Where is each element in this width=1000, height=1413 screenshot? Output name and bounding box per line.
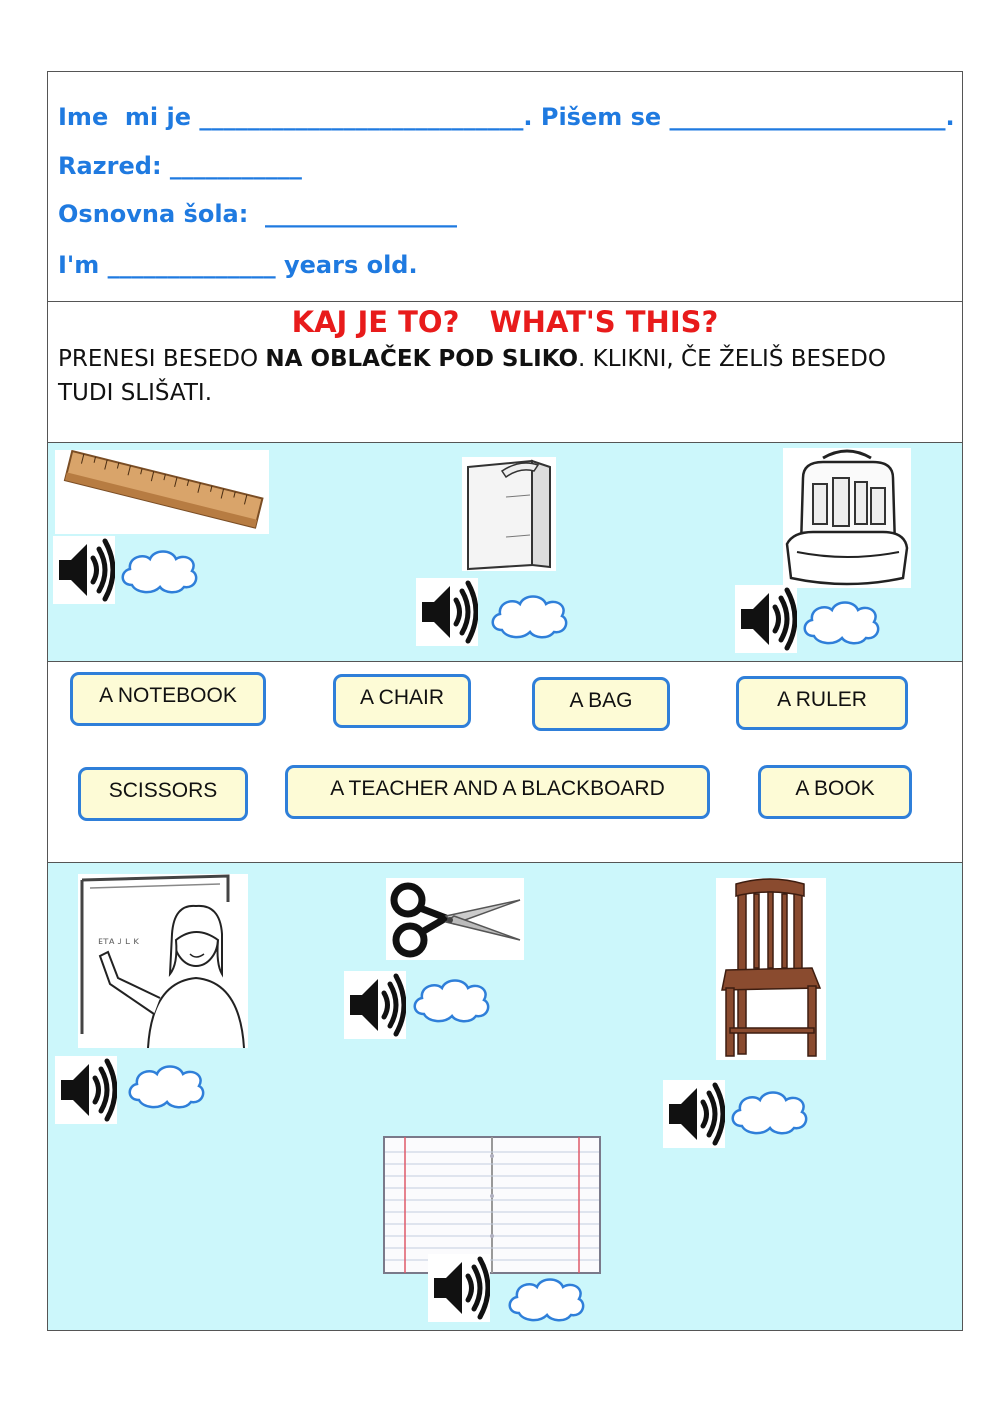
speaker-icon[interactable] xyxy=(735,585,797,653)
word-card-scissors[interactable]: SCISSORS xyxy=(78,767,248,821)
speaker-icon[interactable] xyxy=(416,578,478,646)
word-card-chair[interactable]: A CHAIR xyxy=(333,674,471,728)
cloud-drop-target-icon[interactable] xyxy=(118,545,198,595)
word-card-teacher-blackboard[interactable]: A TEACHER AND A BLACKBOARD xyxy=(285,765,710,819)
word-card-ruler[interactable]: A RULER xyxy=(736,676,908,730)
task-instructions xyxy=(58,342,938,410)
age-line: I'm ______________ years old. xyxy=(58,251,418,279)
instr-bold-text: NA OBLAČEK POD SLIKO xyxy=(265,346,579,372)
name-line: Ime mi je ___________________________. Pišem se _______________________. xyxy=(58,103,955,131)
speaker-icon[interactable] xyxy=(53,536,115,604)
cloud-drop-target-icon[interactable] xyxy=(410,974,490,1024)
speaker-icon[interactable] xyxy=(428,1254,490,1322)
school-line: Osnovna šola: ________________ xyxy=(58,200,458,228)
word-card-bag[interactable]: A BAG xyxy=(532,677,670,731)
ruler-picture xyxy=(55,450,269,534)
chair-picture xyxy=(716,878,826,1060)
speaker-icon[interactable] xyxy=(663,1080,725,1148)
speaker-icon[interactable] xyxy=(55,1056,117,1124)
cloud-drop-target-icon[interactable] xyxy=(505,1273,585,1323)
cloud-drop-target-icon[interactable] xyxy=(800,596,880,646)
cloud-drop-target-icon[interactable] xyxy=(125,1060,205,1110)
teacher-blackboard-picture xyxy=(78,874,248,1048)
notebook-picture xyxy=(383,1136,601,1274)
word-card-notebook[interactable]: A NOTEBOOK xyxy=(70,672,266,726)
schoolbag-picture xyxy=(783,448,911,588)
divider xyxy=(47,661,963,662)
class-line: Razred: ___________ xyxy=(58,152,302,180)
scissors-picture xyxy=(386,878,524,960)
svg-text:ᴇᴛᴀ ᴊ ʟ ᴋ: ᴇᴛᴀ ᴊ ʟ ᴋ xyxy=(98,936,139,947)
speaker-icon[interactable] xyxy=(344,971,406,1039)
divider xyxy=(47,301,963,302)
word-card-book[interactable]: A BOOK xyxy=(758,765,912,819)
task-title: KAJ JE TO? WHAT'S THIS? xyxy=(291,305,719,339)
cloud-drop-target-icon[interactable] xyxy=(728,1086,808,1136)
cloud-drop-target-icon[interactable] xyxy=(488,590,568,640)
instr-text: PRENESI BESEDO xyxy=(58,346,266,372)
book-picture xyxy=(462,457,556,571)
instr-text: . KLIKNI, ČE ŽELIŠ BESEDO TUDI SLIŠATI. xyxy=(58,346,886,406)
